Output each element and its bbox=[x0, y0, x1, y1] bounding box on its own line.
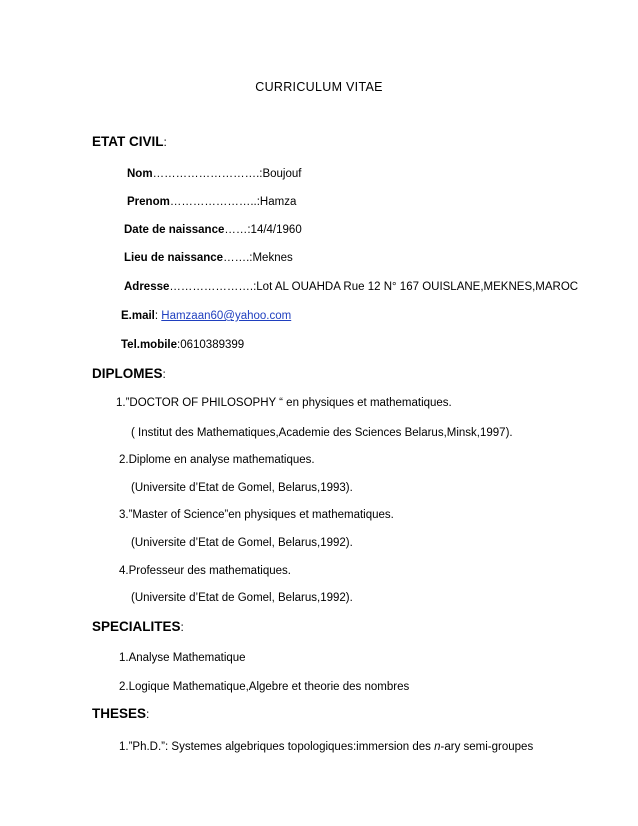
field-prenom-label: Prenom bbox=[127, 196, 170, 208]
diplome-item-2-detail: (Universite d’Etat de Gomel, Belarus,1993). bbox=[131, 482, 353, 494]
field-adresse-dots: …………………. bbox=[169, 281, 254, 293]
these-item-1-italic: n bbox=[434, 741, 441, 753]
specialites-heading-colon: : bbox=[180, 620, 184, 634]
diplome-item-1-detail: ( Institut des Mathematiques,Academie des Sciences Belarus,Minsk,1997). bbox=[131, 427, 513, 439]
diplome-item-3: 3.”Master of Science”en physiques et mathematiques. bbox=[119, 509, 394, 521]
specialites-heading-text: SPECIALITES bbox=[92, 619, 181, 634]
field-adresse bbox=[124, 280, 578, 294]
field-nom-label: Nom bbox=[127, 168, 153, 180]
etat-civil-heading bbox=[92, 134, 167, 149]
field-adresse-label: Adresse bbox=[124, 281, 170, 293]
field-nom-dots: ………………………. bbox=[152, 168, 260, 180]
field-date-naissance-dots: …… bbox=[224, 224, 248, 236]
diplomes-heading bbox=[92, 366, 166, 381]
document-title: CURRICULUM VITAE bbox=[255, 80, 383, 94]
theses-heading-text: THESES bbox=[92, 706, 147, 721]
field-adresse-value: :Lot AL OUAHDA Rue 12 N° 167 OUISLANE,MEKNES,MAROC bbox=[253, 281, 579, 293]
field-lieu-naissance-label: Lieu de naissance bbox=[124, 252, 224, 264]
field-email bbox=[121, 309, 291, 323]
field-email-sep: : bbox=[154, 310, 162, 322]
these-item-1-suffix: -ary semi-groupes bbox=[440, 741, 534, 753]
etat-civil-heading-text: ETAT CIVIL bbox=[92, 134, 164, 149]
field-tel-mobile bbox=[121, 338, 244, 352]
diplome-item-2: 2.Diplome en analyse mathematiques. bbox=[119, 454, 315, 466]
diplome-item-4-detail: (Universite d’Etat de Gomel, Belarus,1992). bbox=[131, 592, 353, 604]
field-tel-value: :0610389399 bbox=[177, 339, 245, 351]
field-prenom-value: :Hamza bbox=[256, 196, 297, 208]
diplomes-heading-text: DIPLOMES bbox=[92, 366, 163, 381]
field-lieu-naissance-value: :Meknes bbox=[249, 252, 293, 264]
diplomes-heading-colon: : bbox=[162, 367, 166, 381]
specialite-item-2: 2.Logique Mathematique,Algebre et theorie des nombres bbox=[119, 681, 410, 693]
specialites-heading bbox=[92, 619, 184, 634]
field-prenom-dots: ………………….. bbox=[169, 196, 257, 208]
field-lieu-naissance-dots: ……. bbox=[223, 252, 250, 264]
field-date-naissance-value: :14/4/1960 bbox=[247, 224, 302, 236]
field-lieu-naissance bbox=[124, 251, 293, 265]
field-date-naissance bbox=[124, 223, 302, 237]
diplome-item-1: 1.”DOCTOR OF PHILOSOPHY “ en physiques et mathematiques. bbox=[116, 397, 452, 409]
diplome-item-4: 4.Professeur des mathematiques. bbox=[119, 565, 291, 577]
field-tel-label: Tel.mobile bbox=[121, 339, 178, 351]
field-email-label: E.mail bbox=[121, 310, 155, 322]
these-item-1 bbox=[119, 740, 533, 754]
field-nom bbox=[127, 167, 301, 181]
field-prenom bbox=[127, 195, 296, 209]
specialite-item-1: 1.Analyse Mathematique bbox=[119, 652, 246, 664]
theses-heading-colon: : bbox=[146, 707, 150, 721]
field-nom-value: :Boujouf bbox=[259, 168, 302, 180]
etat-civil-heading-colon: : bbox=[163, 135, 167, 149]
field-date-naissance-label: Date de naissance bbox=[124, 224, 225, 236]
diplome-item-3-detail: (Universite d’Etat de Gomel, Belarus,1992). bbox=[131, 537, 353, 549]
theses-heading bbox=[92, 706, 149, 721]
email-link[interactable]: Hamzaan60@yahoo.com bbox=[161, 310, 292, 322]
these-item-1-prefix: 1.”Ph.D.”: Systemes algebriques topologiques:immersion des bbox=[119, 741, 435, 753]
